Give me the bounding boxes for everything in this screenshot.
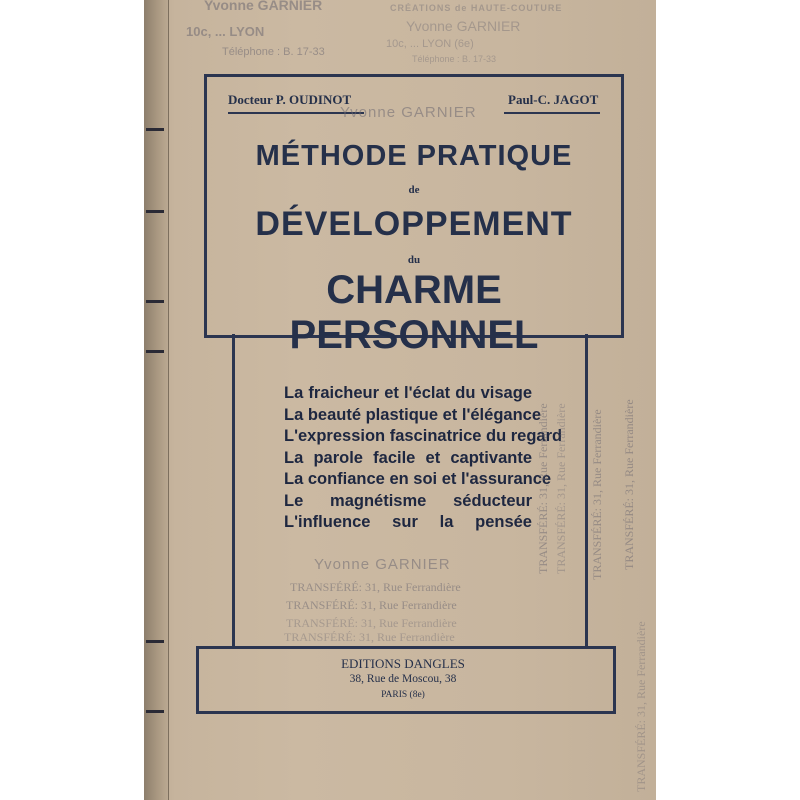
transfer-stamp: TRANSFÉRÉ: 31, Rue Ferrandière: [286, 598, 457, 612]
top-right-title-stamp: CRÉATIONS de HAUTE-COUTURE: [390, 3, 563, 13]
spine-mark: [146, 350, 164, 353]
spine-mark: [146, 128, 164, 131]
book-spine: [144, 0, 169, 800]
vertical-transfer-stamp: TRANSFÉRÉ: 31, Rue Ferrandière: [536, 403, 550, 574]
feature-item: La parole facile et captivante: [284, 448, 532, 467]
spine-mark: [146, 210, 164, 213]
vertical-transfer-stamp: TRANSFÉRÉ: 31, Rue Ferrandière: [634, 621, 648, 792]
vertical-transfer-stamp: TRANSFÉRÉ: 31, Rue Ferrandière: [554, 403, 568, 574]
publisher-city: PARIS (8e): [381, 690, 425, 700]
feature-item: L'influence sur la pensée: [284, 513, 532, 531]
transfer-stamp: TRANSFÉRÉ: 31, Rue Ferrandière: [290, 580, 461, 594]
feature-item: La beauté plastique et l'élégance: [284, 405, 542, 424]
publisher-address: 38, Rue de Moscou, 38: [349, 673, 457, 685]
author-right: Paul-C. JAGOT: [508, 92, 599, 107]
bottom-owner-stamp: Yvonne GARNIER: [314, 556, 451, 573]
book-cover: [144, 0, 656, 800]
feature-item: La confiance en soi et l'assurance: [284, 470, 552, 488]
feature-item: L'expression fascinatrice du regard: [284, 427, 563, 445]
spine-mark: [146, 710, 164, 713]
top-left-phone-stamp: Téléphone : B. 17-33: [222, 46, 325, 58]
top-right-owner-stamp: Yvonne GARNIER: [406, 18, 521, 34]
feature-item: La fraicheur et l'éclat du visage: [284, 384, 532, 402]
author-left: Docteur P. OUDINOT: [228, 92, 352, 107]
top-right-phone-stamp: Téléphone : B. 17-33: [412, 54, 497, 64]
top-left-owner-stamp: Yvonne GARNIER: [204, 0, 323, 13]
vertical-transfer-stamp: TRANSFÉRÉ: 31, Rue Ferrandière: [590, 409, 604, 580]
owner-stamp: Yvonne GARNIER: [340, 104, 477, 121]
title-line-3: CHARME PERSONNEL: [289, 268, 539, 357]
transfer-stamp: TRANSFÉRÉ: 31, Rue Ferrandière: [284, 630, 455, 644]
author-right-underline: [504, 112, 600, 114]
top-right-address-stamp: 10c, ... LYON (6e): [386, 38, 474, 50]
title-connector-de: de: [408, 184, 420, 196]
spine-mark: [146, 300, 164, 303]
feature-item: Le magnétisme séducteur: [284, 491, 532, 510]
spine-mark: [146, 640, 164, 643]
title-line-1: MÉTHODE PRATIQUE: [255, 140, 573, 172]
title-line-2: DÉVELOPPEMENT: [255, 205, 573, 243]
top-left-address-stamp: 10c, ... LYON: [186, 24, 265, 39]
publisher-name: EDITIONS DANGLES: [341, 656, 465, 671]
title-connector-du: du: [407, 254, 421, 266]
vertical-transfer-stamp: TRANSFÉRÉ: 31, Rue Ferrandière: [622, 399, 636, 570]
transfer-stamp: TRANSFÉRÉ: 31, Rue Ferrandière: [286, 616, 457, 630]
